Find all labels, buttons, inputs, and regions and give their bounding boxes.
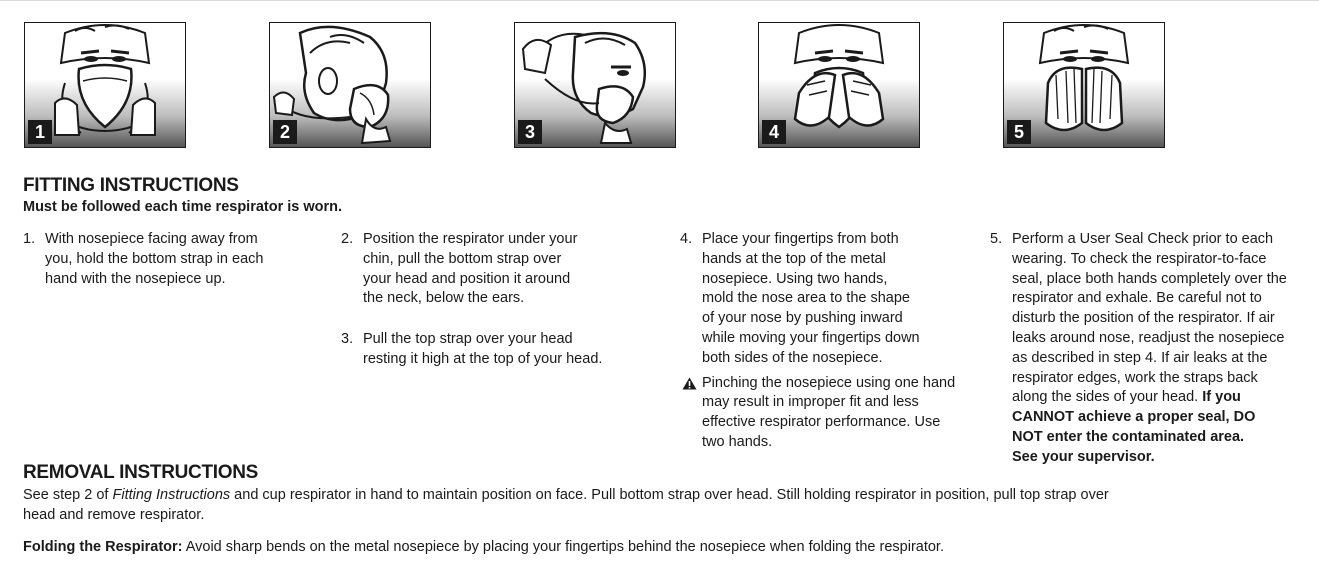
removal-instructions-heading: REMOVAL INSTRUCTIONS (23, 462, 259, 483)
step-text: Place your fingertips from both hands at the top of the metal nosepiece. Using two hands, mold the nose area to the shape of your nose by pushing inward while moving your fingertips down both sides of the nosepiece. (702, 231, 920, 366)
step-number: 1. (23, 231, 36, 247)
step-number: 2. (341, 231, 354, 247)
fitting-column-3 (680, 230, 960, 453)
step-text: Pull the top strap over your head resting it high at the top of your head. (363, 331, 603, 367)
step-number: 3. (341, 331, 354, 348)
fitting-instructions-heading: FITTING INSTRUCTIONS (23, 175, 239, 196)
step-5-panel (1003, 22, 1165, 148)
fitting-instructions-subtitle: Must be followed each time respirator is worn. (23, 199, 343, 215)
folding-label: Folding the Respirator: (23, 539, 183, 555)
step-number: 5. (990, 231, 1003, 247)
fitting-step-4 (680, 230, 960, 369)
step-number-badge: 5 (1007, 120, 1031, 144)
step-warning-bold: If you CANNOT achieve a proper seal, DO NOT enter the contaminated area. See your supervisor. (1012, 389, 1256, 465)
fitting-step-2 (341, 230, 641, 309)
step-2-panel (269, 22, 431, 148)
removal-text-end: and cup respirator in hand to maintain position on face. Pull bottom strap over head. Still holding respirator in position, pull top strap over head and remove respirator. (23, 487, 1109, 523)
step-number-badge: 1 (28, 120, 52, 144)
step-text: With nosepiece facing away from you, hold the bottom strap in each hand with the nosepiece up. (45, 231, 264, 287)
folding-instructions (23, 538, 1303, 558)
warning-triangle-icon (682, 377, 697, 390)
folding-text: Avoid sharp bends on the metal nosepiece by placing your fingertips behind the nosepiece when folding the respirator. (182, 539, 944, 555)
fitting-step-3 (341, 330, 641, 370)
step-number: 4. (680, 231, 693, 247)
removal-instructions-text (23, 486, 1303, 526)
step-4-panel (758, 22, 920, 148)
step-3-panel (514, 22, 676, 148)
fitting-column-4 (990, 230, 1315, 468)
removal-text-start: See step 2 of (23, 487, 113, 503)
step-number-badge: 4 (762, 120, 786, 144)
warning-text: Pinching the nosepiece using one hand may result in improper fit and less effective respirator performance. Use two hands. (702, 374, 956, 450)
fitting-column-1 (23, 230, 313, 289)
fitting-step-1 (23, 230, 313, 289)
step-1-panel (24, 22, 186, 148)
fitting-column-2 (341, 230, 641, 370)
nosepiece-warning (680, 374, 960, 453)
step-number-badge: 2 (273, 120, 297, 144)
step-number-badge: 3 (518, 120, 542, 144)
step-text: Perform a User Seal Check prior to each wearing. To check the respirator-to-face seal, place both hands completely over the respirator and exhale. Be careful not to disturb the position of the respirator. If air leaks around nose, readjust the nosepiece as described in step 4. If air leaks at the respirator edges, work the straps back along the sides of your head. (1012, 231, 1287, 406)
top-divider (0, 0, 1319, 1)
removal-text-italic: Fitting Instructions (112, 487, 231, 503)
step-text: Position the respirator under your chin, pull the bottom strap over your head and position it around the neck, below the ears. (363, 231, 578, 307)
fitting-step-5 (990, 230, 1315, 468)
